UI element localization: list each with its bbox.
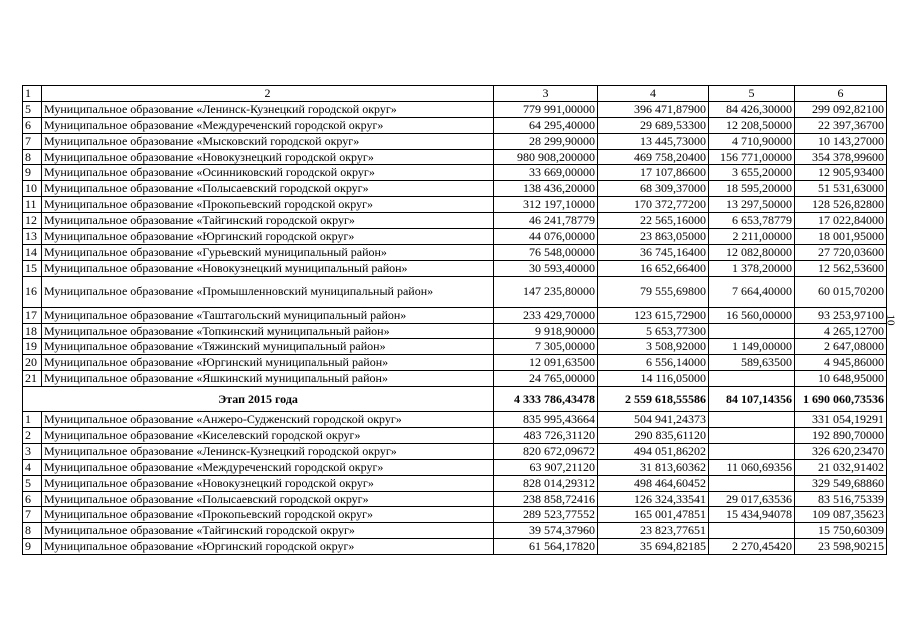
amount-col6: 329 549,68860 — [795, 475, 887, 491]
amount-col6: 17 022,84000 — [795, 213, 887, 229]
row-number: 2 — [23, 428, 42, 444]
stage-amount-col6: 1 690 060,73536 — [795, 387, 887, 412]
total-amount: 9 918,90000 — [494, 323, 598, 339]
total-amount: 30 593,40000 — [494, 260, 598, 276]
amount-col5: 3 655,20000 — [709, 165, 795, 181]
total-amount: 12 091,63500 — [494, 355, 598, 371]
amount-col6: 354 378,99600 — [795, 149, 887, 165]
table-row — [23, 412, 887, 428]
municipality-name: Муниципальное образование «Ленинск-Кузнецкий городской округ» — [42, 443, 494, 459]
row-number: 8 — [23, 149, 42, 165]
municipality-name: Муниципальное образование «Тяжинский муниципальный район» — [42, 339, 494, 355]
total-amount: 233 429,70000 — [494, 307, 598, 323]
amount-col5: 2 211,00000 — [709, 229, 795, 245]
row-number: 7 — [23, 133, 42, 149]
amount-col4: 126 324,33541 — [598, 491, 709, 507]
amount-col5: 1 378,20000 — [709, 260, 795, 276]
table-row — [23, 459, 887, 475]
total-amount: 61 564,17820 — [494, 539, 598, 555]
total-amount: 980 908,200000 — [494, 149, 598, 165]
amount-col4: 170 372,77200 — [598, 197, 709, 213]
amount-col5 — [709, 371, 795, 387]
municipality-name: Муниципальное образование «Юргинский городской округ» — [42, 539, 494, 555]
amount-col4: 16 652,66400 — [598, 260, 709, 276]
municipality-name: Муниципальное образование «Анжеро-Судженский городской округ» — [42, 412, 494, 428]
amount-col4: 14 116,05000 — [598, 371, 709, 387]
municipality-name: Муниципальное образование «Междуреченский городской округ» — [42, 459, 494, 475]
amount-col5: 156 771,00000 — [709, 149, 795, 165]
amount-col5: 12 208,50000 — [709, 117, 795, 133]
table-row — [23, 181, 887, 197]
total-amount: 138 436,20000 — [494, 181, 598, 197]
row-number: 15 — [23, 260, 42, 276]
amount-col5 — [709, 428, 795, 444]
row-number: 18 — [23, 323, 42, 339]
column-number: 1 — [23, 86, 42, 102]
amount-col6: 51 531,63000 — [795, 181, 887, 197]
municipality-name: Муниципальное образование «Междуреченский городской округ» — [42, 117, 494, 133]
row-number: 19 — [23, 339, 42, 355]
amount-col5: 7 664,40000 — [709, 276, 795, 307]
municipality-name: Муниципальное образование «Полысаевский городской округ» — [42, 181, 494, 197]
amount-col4: 23 863,05000 — [598, 229, 709, 245]
table-row — [23, 539, 887, 555]
row-number: 11 — [23, 197, 42, 213]
total-amount: 312 197,10000 — [494, 197, 598, 213]
amount-col6: 4 265,12700 — [795, 323, 887, 339]
table-row — [23, 355, 887, 371]
amount-col4: 396 471,87900 — [598, 101, 709, 117]
total-amount: 63 907,21120 — [494, 459, 598, 475]
amount-col5: 13 297,50000 — [709, 197, 795, 213]
amount-col5: 29 017,63536 — [709, 491, 795, 507]
row-number: 5 — [23, 101, 42, 117]
table-row — [23, 117, 887, 133]
amount-col4: 469 758,20400 — [598, 149, 709, 165]
table-row — [23, 260, 887, 276]
total-amount: 44 076,00000 — [494, 229, 598, 245]
amount-col5: 12 082,80000 — [709, 244, 795, 260]
amount-col4: 22 565,16000 — [598, 213, 709, 229]
row-number: 1 — [23, 412, 42, 428]
table-row — [23, 523, 887, 539]
row-number: 17 — [23, 307, 42, 323]
amount-col4: 494 051,86202 — [598, 443, 709, 459]
row-number: 9 — [23, 165, 42, 181]
table-row — [23, 307, 887, 323]
amount-col5: 84 426,30000 — [709, 101, 795, 117]
row-number: 4 — [23, 459, 42, 475]
amount-col5: 6 653,78779 — [709, 213, 795, 229]
total-amount: 76 548,00000 — [494, 244, 598, 260]
amount-col5: 4 710,90000 — [709, 133, 795, 149]
amount-col6: 15 750,60309 — [795, 523, 887, 539]
amount-col6: 4 945,86000 — [795, 355, 887, 371]
stage-subtotal-row — [23, 387, 887, 412]
amount-col4: 36 745,16400 — [598, 244, 709, 260]
total-amount: 238 858,72416 — [494, 491, 598, 507]
table-row — [23, 507, 887, 523]
municipality-name: Муниципальное образование «Прокопьевский городской округ» — [42, 507, 494, 523]
amount-col6: 299 092,82100 — [795, 101, 887, 117]
amount-col6: 2 647,08000 — [795, 339, 887, 355]
table-row — [23, 276, 887, 307]
amount-col4: 31 813,60362 — [598, 459, 709, 475]
table-row — [23, 371, 887, 387]
amount-col5: 16 560,00000 — [709, 307, 795, 323]
stage-amount-col5: 84 107,14356 — [709, 387, 795, 412]
allocation-table — [22, 85, 887, 555]
municipality-name: Муниципальное образование «Юргинский городской округ» — [42, 229, 494, 245]
amount-col4: 123 615,72900 — [598, 307, 709, 323]
row-number: 14 — [23, 244, 42, 260]
row-number: 6 — [23, 117, 42, 133]
column-number-row — [23, 86, 887, 102]
row-number: 16 — [23, 276, 42, 307]
municipality-name: Муниципальное образование «Топкинский муниципальный район» — [42, 323, 494, 339]
amount-col6: 83 516,75339 — [795, 491, 887, 507]
municipality-name: Муниципальное образование «Полысаевский городской округ» — [42, 491, 494, 507]
table-row — [23, 101, 887, 117]
amount-col6: 10 143,27000 — [795, 133, 887, 149]
municipality-name: Муниципальное образование «Промышленновский муниципальный район» — [42, 276, 494, 307]
amount-col6: 331 054,19291 — [795, 412, 887, 428]
total-amount: 820 672,09672 — [494, 443, 598, 459]
amount-col6: 18 001,95000 — [795, 229, 887, 245]
amount-col6: 326 620,23470 — [795, 443, 887, 459]
municipality-name: Муниципальное образование «Прокопьевский городской округ» — [42, 197, 494, 213]
municipality-name: Муниципальное образование «Яшкинский муниципальный район» — [42, 371, 494, 387]
amount-col4: 165 001,47851 — [598, 507, 709, 523]
column-number: 2 — [42, 86, 494, 102]
row-number: 3 — [23, 443, 42, 459]
total-amount: 289 523,77552 — [494, 507, 598, 523]
total-amount: 39 574,37960 — [494, 523, 598, 539]
row-number: 13 — [23, 229, 42, 245]
amount-col4: 3 508,92000 — [598, 339, 709, 355]
column-number: 4 — [598, 86, 709, 102]
total-amount: 64 295,40000 — [494, 117, 598, 133]
amount-col5 — [709, 443, 795, 459]
column-number: 5 — [709, 86, 795, 102]
row-number: 20 — [23, 355, 42, 371]
row-number: 21 — [23, 371, 42, 387]
table-row — [23, 229, 887, 245]
municipality-name: Муниципальное образование «Новокузнецкий городской округ» — [42, 475, 494, 491]
amount-col5: 589,63500 — [709, 355, 795, 371]
total-amount: 24 765,00000 — [494, 371, 598, 387]
amount-col4: 290 835,61120 — [598, 428, 709, 444]
stage-title: Этап 2015 года — [23, 387, 494, 412]
table-body — [23, 86, 887, 555]
total-amount: 147 235,80000 — [494, 276, 598, 307]
total-amount: 7 305,00000 — [494, 339, 598, 355]
table-row — [23, 428, 887, 444]
amount-col6: 12 562,53600 — [795, 260, 887, 276]
table-row — [23, 197, 887, 213]
amount-col6: 12 905,93400 — [795, 165, 887, 181]
stage-total-amount: 4 333 786,43478 — [494, 387, 598, 412]
amount-col4: 6 556,14000 — [598, 355, 709, 371]
amount-col4: 68 309,37000 — [598, 181, 709, 197]
amount-col4: 504 941,24373 — [598, 412, 709, 428]
amount-col6: 128 526,82800 — [795, 197, 887, 213]
amount-col5 — [709, 323, 795, 339]
total-amount: 835 995,43664 — [494, 412, 598, 428]
municipality-name: Муниципальное образование «Тайгинский городской округ» — [42, 213, 494, 229]
table-row — [23, 323, 887, 339]
amount-col5: 15 434,94078 — [709, 507, 795, 523]
amount-col6: 10 648,95000 — [795, 371, 887, 387]
municipality-name: Муниципальное образование «Осинниковский городской округ» — [42, 165, 494, 181]
amount-col4: 35 694,82185 — [598, 539, 709, 555]
municipality-name: Муниципальное образование «Юргинский муниципальный район» — [42, 355, 494, 371]
amount-col6: 109 087,35623 — [795, 507, 887, 523]
table-row — [23, 133, 887, 149]
municipality-name: Муниципальное образование «Гурьевский муниципальный район» — [42, 244, 494, 260]
amount-col6: 93 253,97100 — [795, 307, 887, 323]
total-amount: 46 241,78779 — [494, 213, 598, 229]
column-number: 6 — [795, 86, 887, 102]
table-row — [23, 475, 887, 491]
row-number: 9 — [23, 539, 42, 555]
municipality-name: Муниципальное образование «Тайгинский городской округ» — [42, 523, 494, 539]
amount-col6: 21 032,91402 — [795, 459, 887, 475]
amount-col5: 11 060,69356 — [709, 459, 795, 475]
amount-col6: 192 890,70000 — [795, 428, 887, 444]
municipality-name: Муниципальное образование «Новокузнецкий муниципальный район» — [42, 260, 494, 276]
row-number: 12 — [23, 213, 42, 229]
page-number: 10 — [884, 314, 897, 326]
row-number: 7 — [23, 507, 42, 523]
table-row — [23, 491, 887, 507]
row-number: 6 — [23, 491, 42, 507]
amount-col4: 5 653,77300 — [598, 323, 709, 339]
amount-col5: 1 149,00000 — [709, 339, 795, 355]
total-amount: 28 299,90000 — [494, 133, 598, 149]
total-amount: 33 669,00000 — [494, 165, 598, 181]
municipality-name: Муниципальное образование «Новокузнецкий городской округ» — [42, 149, 494, 165]
row-number: 5 — [23, 475, 42, 491]
amount-col4: 17 107,86600 — [598, 165, 709, 181]
amount-col5 — [709, 412, 795, 428]
table-row — [23, 213, 887, 229]
amount-col4: 29 689,53300 — [598, 117, 709, 133]
total-amount: 828 014,29312 — [494, 475, 598, 491]
total-amount: 483 726,31120 — [494, 428, 598, 444]
amount-col5 — [709, 523, 795, 539]
row-number: 8 — [23, 523, 42, 539]
amount-col4: 23 823,77651 — [598, 523, 709, 539]
amount-col6: 23 598,90215 — [795, 539, 887, 555]
column-number: 3 — [494, 86, 598, 102]
municipality-name: Муниципальное образование «Киселевский городской округ» — [42, 428, 494, 444]
table-row — [23, 443, 887, 459]
stage-amount-col4: 2 559 618,55586 — [598, 387, 709, 412]
amount-col6: 22 397,36700 — [795, 117, 887, 133]
municipality-name: Муниципальное образование «Таштагольский муниципальный район» — [42, 307, 494, 323]
amount-col5: 18 595,20000 — [709, 181, 795, 197]
table-row — [23, 244, 887, 260]
amount-col4: 13 445,73000 — [598, 133, 709, 149]
amount-col4: 79 555,69800 — [598, 276, 709, 307]
amount-col4: 498 464,60452 — [598, 475, 709, 491]
amount-col6: 27 720,03600 — [795, 244, 887, 260]
table-row — [23, 149, 887, 165]
amount-col5: 2 270,45420 — [709, 539, 795, 555]
row-number: 10 — [23, 181, 42, 197]
amount-col6: 60 015,70200 — [795, 276, 887, 307]
municipality-name: Муниципальное образование «Мысковский городской округ» — [42, 133, 494, 149]
municipality-name: Муниципальное образование «Ленинск-Кузнецкий городской округ» — [42, 101, 494, 117]
table-row — [23, 339, 887, 355]
total-amount: 779 991,00000 — [494, 101, 598, 117]
table-row — [23, 165, 887, 181]
amount-col5 — [709, 475, 795, 491]
